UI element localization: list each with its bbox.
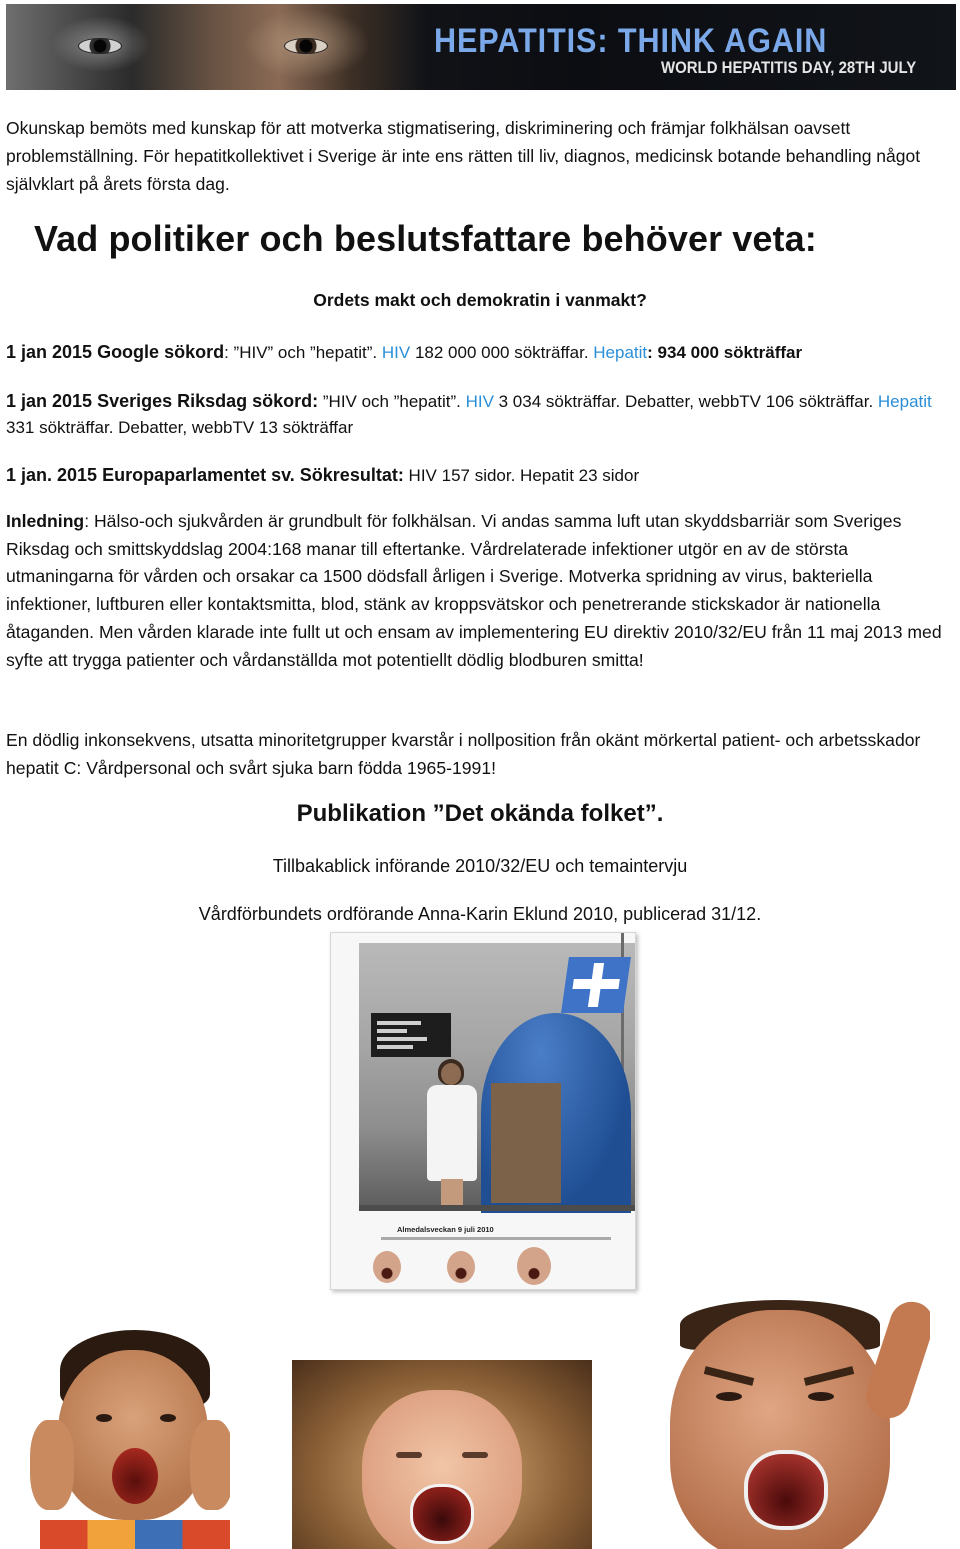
publication-title: Publikation ”Det okända folket”.	[296, 800, 664, 827]
cover-face-woman	[447, 1251, 475, 1283]
screaming-man-image	[640, 1300, 930, 1549]
europaparlamentet-row	[6, 462, 946, 489]
banner-eye-left	[78, 38, 122, 54]
banner-title: HEPATITIS: THINK AGAIN	[434, 22, 828, 60]
google-hepatit-label: Hepatit	[593, 343, 648, 362]
banner-face-image	[6, 4, 426, 90]
google-search-row	[6, 339, 946, 366]
riksdag-terms: ”HIV och ”hepatit”.	[318, 392, 461, 411]
inledning-label: Inledning	[6, 511, 85, 531]
riksdag-hiv-label: HIV	[465, 392, 494, 411]
riksdag-label: 1 jan 2015 Sveriges Riksdag sökord:	[6, 391, 319, 411]
cover-person-dress	[427, 1085, 477, 1181]
cover-face-child	[373, 1251, 401, 1283]
cover-caption: Almedalsveckan 9 juli 2010	[397, 1225, 494, 1234]
publication-line-2: Vårdförbundets ordförande Anna-Karin Eklund 2010, publicerad 31/12.	[198, 904, 762, 924]
google-colon: :	[224, 343, 229, 362]
cover-caption-subline	[381, 1237, 611, 1240]
inledning-paragraph	[6, 508, 946, 674]
publication-line-1: Tillbakablick införande 2010/32/EU och temaintervju	[272, 856, 688, 876]
google-hepatit-count: : 934 000 sökträffar	[647, 343, 803, 362]
main-heading: Vad politiker och beslutsfattare behöver veta:	[34, 218, 817, 259]
cover-ground	[359, 1205, 636, 1211]
banner-subtitle: WORLD HEPATITIS DAY, 28TH JULY	[661, 58, 917, 77]
cover-face-man	[517, 1247, 551, 1285]
riksdag-hepatit-label: Hepatit	[877, 392, 932, 411]
google-hiv-count: 182 000 000 sökträffar.	[410, 343, 589, 362]
riksdag-search-row	[6, 388, 946, 441]
banner-eye-right	[284, 38, 328, 54]
publication-cover-image	[330, 932, 636, 1290]
screaming-child-image	[30, 1330, 230, 1549]
inledning-text: : Hälso-och sjukvården är grundbult för folkhälsan. Vi andas samma luft utan skyddsbarriär som Sveriges Riksdag och smittskyddslag 2004:168 manar till eftertanke. Vårdrelaterade infektioner utgör en av de största utmaningarna för vården och orsakar ca 1500 dödsfall årligen i Sverige. Motverka spridning av virus, bakteriella infektioner, luftburen eller kontaktsmitta, blod, stänk av kroppsvätskor och penetrerande stickskador är nationella åtaganden. Men vården klarade inte fullt ut och ensam av implementering EU direktiv 2010/32/EU från 11 maj 2013 med syfte att trygga patienter och vårdanställda mot potentiellt dödlig blodburen smitta!	[6, 511, 942, 670]
google-terms: ”HIV” och ”hepatit”.	[228, 343, 378, 362]
europa-label: 1 jan. 2015 Europaparlamentet sv. Sökresultat:	[6, 465, 404, 485]
cover-person-head	[441, 1063, 461, 1085]
inkonsekvens-paragraph: En dödlig inkonsekvens, utsatta minoritetgrupper kvarstår i nollposition från okänt mörkertal patient- och arbetsskador hepatit C: Vårdpersonal och svårt sjuka barn födda 1965-1991!	[6, 730, 921, 778]
cover-label-box	[371, 1013, 451, 1057]
intro-paragraph: Okunskap bemöts med kunskap för att motverka stigmatisering, diskriminering och främjar folkhälsan oavsett problemställning. För hepatitkollektivet i Sverige är inte ens rätten till liv, diagnos, medicinsk botande behandling något självklart på årets första dag.	[6, 118, 921, 194]
screaming-woman-image	[292, 1360, 592, 1549]
google-hiv-label: HIV	[381, 343, 411, 362]
cover-door	[491, 1083, 561, 1203]
google-label: 1 jan 2015 Google sökord	[6, 342, 225, 362]
cover-flag-cross-icon	[561, 957, 631, 1013]
hepatitis-banner	[6, 4, 956, 90]
riksdag-hepatit-count: 331 sökträffar. Debatter, webbTV 13 sökträffar	[6, 418, 354, 437]
europa-text: HIV 157 sidor. Hepatit 23 sidor	[403, 466, 640, 485]
sub-heading: Ordets makt och demokratin i vanmakt?	[313, 290, 647, 310]
riksdag-hiv-count: 3 034 sökträffar. Debatter, webbTV 106 sökträffar.	[493, 392, 874, 411]
